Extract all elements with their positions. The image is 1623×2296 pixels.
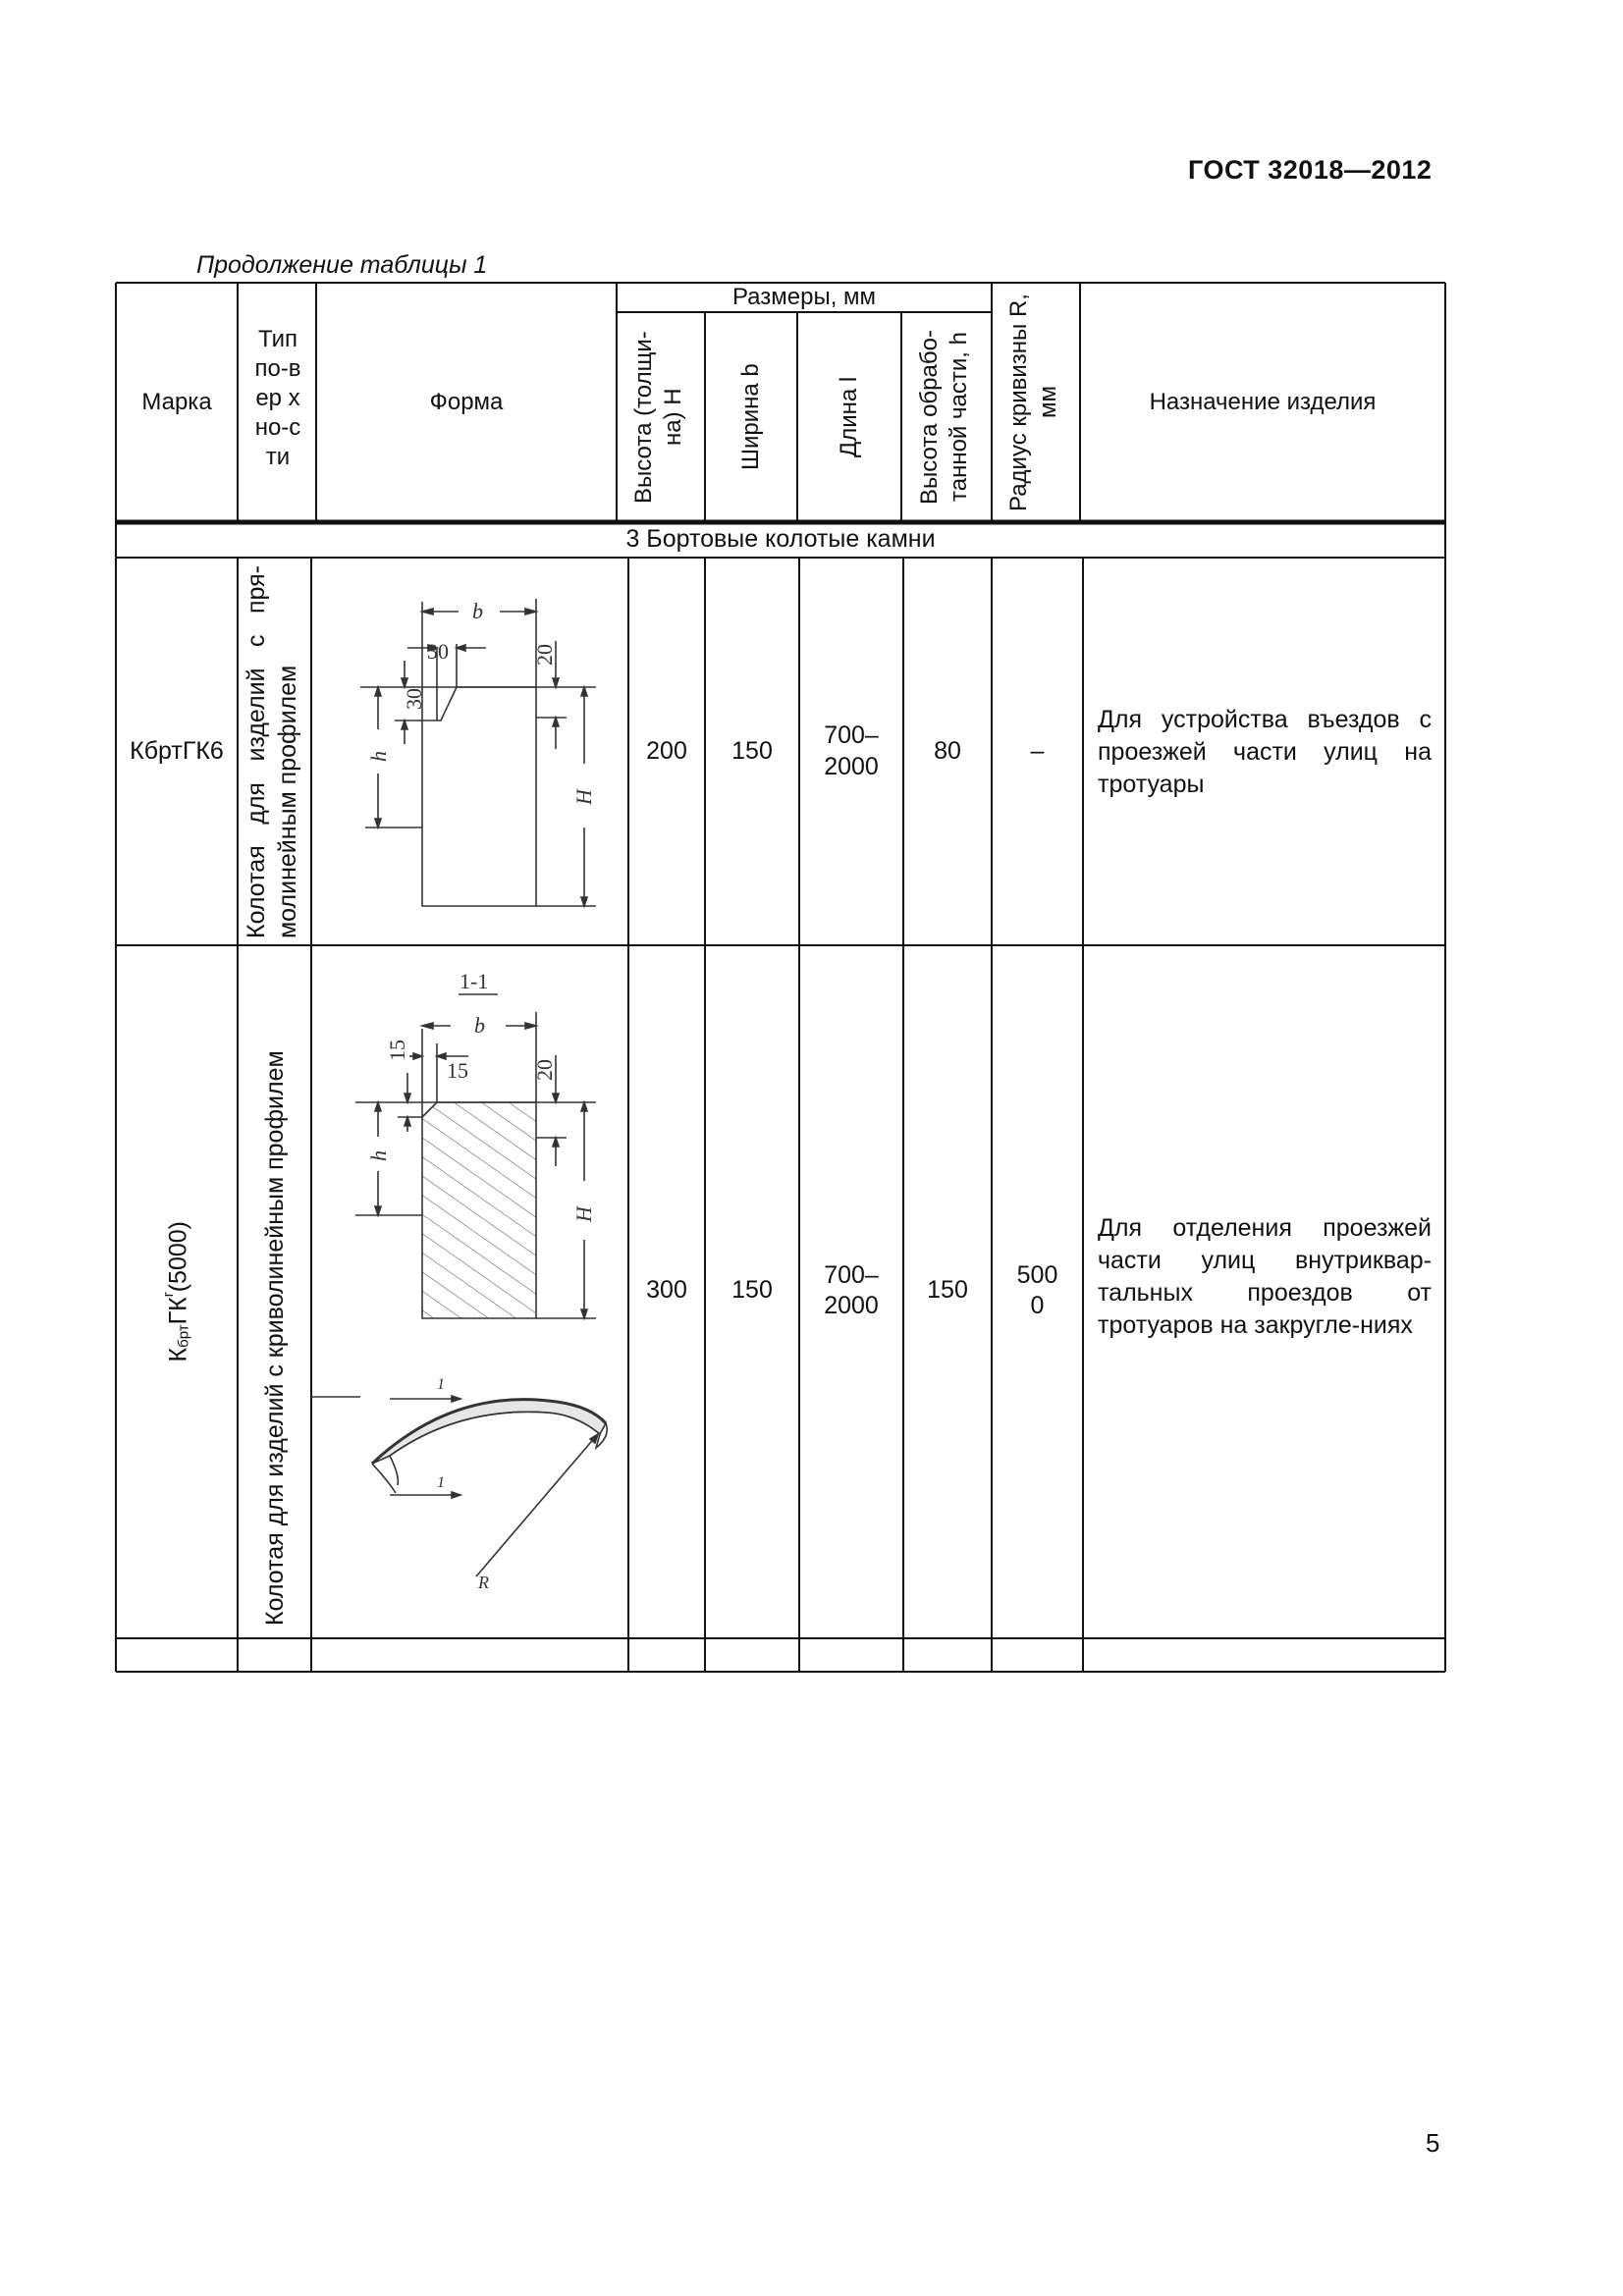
header-mark: Марка [141,389,212,415]
row1-mark: КбртГК6 [130,736,224,765]
header-processed-height-text: Высота обрабо-танной части, h [916,330,972,505]
row2-length [799,1237,903,1345]
row2-height: 300 [646,1276,687,1305]
row1-processed-height: 80 [934,736,961,765]
row2-cut-mark-top: 1 [437,1376,445,1393]
row1-dim-h: h [366,751,391,762]
header-height [617,312,705,522]
header-processed-height [901,312,992,522]
row2-dim-R: R [478,1573,489,1592]
row1-height: 200 [646,736,687,765]
row2-dim-b: b [474,1013,485,1038]
row2-radius-line1: 500 [1016,1260,1058,1289]
row2-dim-H: H [571,1206,596,1222]
row1-surface-type-text: Колотая для изделий с пря-молинейным профилем [242,564,301,938]
row2-mark-text [160,1221,194,1362]
row1-surface-type [238,558,311,945]
row2-purpose: Для отделения проезжей части улиц внутриквар-тальных проездов от тротуаров на закругле-ниях [1098,1214,1432,1339]
row2-mark-base: К [164,1348,192,1362]
row1-length [799,558,903,945]
row2-radius [992,1237,1083,1345]
header-length-text: Длина l [836,376,862,458]
table-caption: Продолжение таблицы 1 [196,251,488,279]
row2-length-text: 700–2000 [824,1260,879,1319]
section-title: 3 Бортовые колотые камни [625,525,936,554]
row2-surface-type-text: Колотая для изделий с криволинейным профилем [260,1050,289,1626]
row2-width: 150 [731,1276,773,1305]
row2-section-label: 1-1 [460,969,489,993]
row1-dim-top: 20 [532,644,557,666]
header-radius-text: Радиус кривизны R, мм [1005,294,1061,511]
header-radius [992,283,1080,522]
header-width [705,312,797,522]
row1-radius: – [1030,736,1045,765]
document-code: ГОСТ 32018—2012 [1188,155,1433,185]
row1-dim-chamfer: 30 [427,639,449,664]
row2-mark-mid: ГК [164,1297,192,1325]
row1-dim-H: H [571,789,596,805]
row2-shape-drawing [311,945,628,1638]
row2-mark [116,945,238,1638]
header-dimensions: Размеры, мм [731,284,877,310]
header-height-text: Высота (толщи-на) H [630,331,686,504]
row2-processed-height: 150 [927,1276,968,1305]
row1-dim-chamfer-v: 30 [402,688,426,710]
row2-mark-tail: (5000) [164,1221,192,1293]
header-surface-type-text: Тип по-вер хно-сти [254,326,301,470]
header-length [797,312,901,522]
page-number: 5 [1426,2128,1440,2158]
header-purpose: Назначение изделия [1149,389,1377,415]
row2-dim-chamfer-v: 15 [385,1040,409,1061]
header-shape: Форма [429,389,504,415]
row2-surface-type [238,945,311,1638]
header-surface-type [243,312,312,485]
row2-dim-top: 20 [532,1059,557,1081]
row1-length-text: 700–2000 [824,721,879,780]
row1-purpose: Для устройства въездов с проезжей части улиц на тротуары [1098,706,1432,798]
row1-shape-drawing [311,558,628,945]
row1-dim-b: b [472,599,483,623]
row1-width: 150 [731,736,773,765]
row2-radius-line2: 0 [1030,1292,1045,1319]
header-width-text: Ширина b [737,363,764,471]
row2-dim-chamfer: 15 [447,1058,468,1083]
row2-dim-h: h [366,1150,391,1161]
row2-mark-sub: брт [175,1324,192,1349]
row2-cut-mark-bottom: 1 [437,1474,445,1491]
row2-mark-sup: r [159,1292,177,1298]
